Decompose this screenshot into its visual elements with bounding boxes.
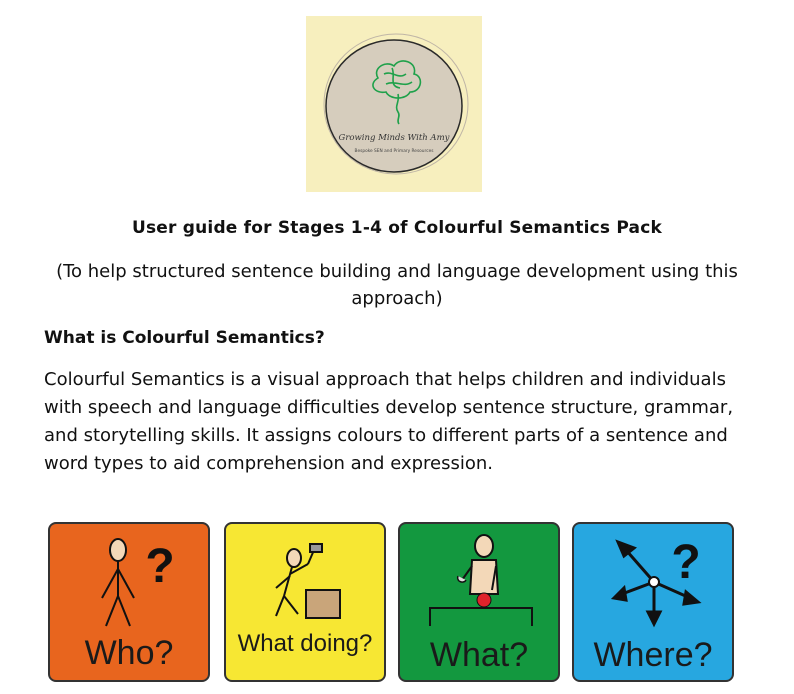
card-label-what-doing: What doing? bbox=[237, 630, 373, 657]
card-where bbox=[572, 522, 734, 682]
body-paragraph: Colourful Semantics is a visual approach that helps children and individuals with speech and language difficulties develop sentence structure, grammar, and storytelling skills. It assigns colours to different parts of a sentence and word types to aid comprehension and expression. bbox=[44, 369, 734, 474]
svg-text:?: ? bbox=[145, 540, 175, 593]
card-what bbox=[398, 522, 560, 682]
card-who bbox=[48, 522, 210, 682]
card-label-what: What? bbox=[429, 636, 529, 674]
colour-cards bbox=[48, 522, 738, 684]
person-hammering-icon bbox=[226, 524, 386, 682]
logo bbox=[306, 16, 482, 192]
subtitle: (To help structured sentence building and language development using this approach) bbox=[56, 261, 738, 309]
logo-tagline-text: Bespoke SEN and Primary Resources bbox=[354, 149, 434, 154]
section-heading: What is Colourful Semantics? bbox=[44, 328, 325, 348]
brain-logo-icon bbox=[306, 16, 482, 192]
svg-text:?: ? bbox=[671, 536, 701, 589]
logo-brand-text: Growing Minds With Amy bbox=[338, 133, 450, 143]
card-label-where: Where? bbox=[593, 636, 713, 674]
card-label-who: Who? bbox=[84, 634, 174, 672]
page-title: User guide for Stages 1-4 of Colourful Semantics Pack bbox=[131, 218, 663, 238]
card-what-doing bbox=[224, 522, 386, 682]
